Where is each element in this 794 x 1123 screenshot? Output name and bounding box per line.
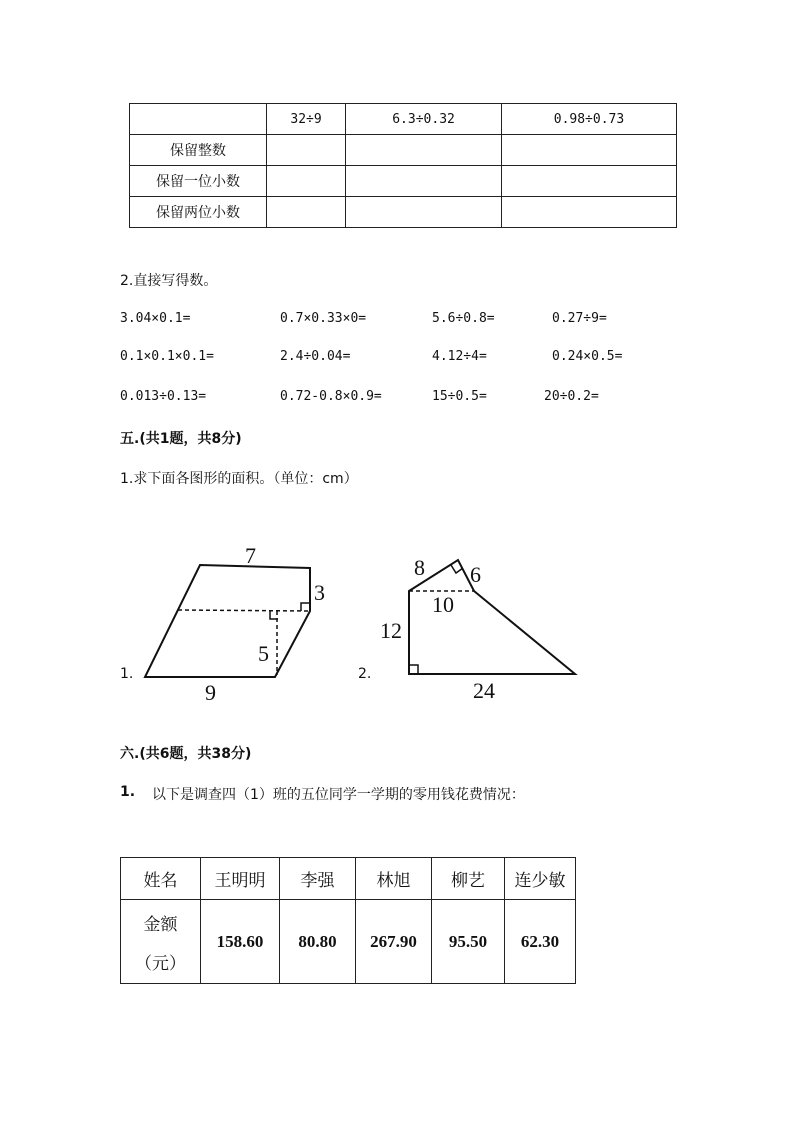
calc-problem: 0.27÷9=	[552, 311, 607, 326]
figure-1-index: 1.	[120, 666, 134, 682]
section-6-question: 以下是调查四（1）班的五位同学一学期的零用钱花费情况：	[152, 787, 525, 803]
student-name: 李强	[280, 858, 356, 900]
answer-cell[interactable]	[501, 197, 676, 228]
student-name: 林旭	[356, 858, 432, 900]
figure-1-diagram	[110, 535, 350, 710]
calc-problem: 4.12÷4=	[432, 349, 487, 364]
col-header: 6.3÷0.32	[346, 104, 502, 135]
answer-cell[interactable]	[346, 197, 502, 228]
section-6-question-number: 1.	[120, 784, 136, 800]
section-6-heading: 六.(共6题，共38分)	[120, 746, 252, 762]
amount-cell: 95.50	[432, 900, 505, 984]
name-header: 姓名	[121, 858, 201, 900]
rounding-table	[129, 103, 677, 228]
q2-title: 2.直接写得数。	[120, 273, 218, 289]
figure-1-outline	[145, 565, 310, 677]
figure-2-b-label: 6	[470, 562, 481, 587]
answer-cell[interactable]	[267, 166, 346, 197]
figure-2-index: 2.	[358, 666, 372, 682]
figure-2-right-angle	[409, 665, 418, 674]
calc-problem: 0.7×0.33×0=	[280, 311, 367, 326]
figure-2-a-label: 8	[414, 555, 425, 580]
answer-cell[interactable]	[501, 166, 676, 197]
col-header: 0.98÷0.73	[501, 104, 676, 135]
amount-cell: 62.30	[505, 900, 576, 984]
row-header: 保留两位小数	[130, 197, 267, 228]
answer-cell[interactable]	[346, 166, 502, 197]
answer-cell[interactable]	[267, 197, 346, 228]
section-5-heading: 五.(共1题，共8分)	[120, 431, 242, 447]
calc-problem: 5.6÷0.8=	[432, 311, 495, 326]
calc-problem: 0.24×0.5=	[552, 349, 623, 364]
figure-2-c-label: 10	[432, 592, 454, 617]
answer-cell[interactable]	[346, 135, 502, 166]
answer-cell[interactable]	[501, 135, 676, 166]
figure-2-left-label: 12	[380, 618, 402, 643]
amount-cell: 80.80	[280, 900, 356, 984]
figure-2-bottom-label: 24	[473, 678, 495, 703]
calc-problem: 0.72-0.8×0.9=	[280, 389, 382, 404]
amount-header	[121, 900, 201, 984]
figure-1-top-label: 7	[245, 543, 256, 568]
section-5-question: 1.求下面各图形的面积。（单位：cm）	[120, 471, 358, 487]
row-header: 保留整数	[130, 135, 267, 166]
figure-1-right-label: 3	[314, 580, 325, 605]
calc-problem: 15÷0.5=	[432, 389, 487, 404]
amount-header-line2: （元）	[135, 953, 186, 974]
calc-problem: 0.1×0.1×0.1=	[120, 349, 214, 364]
corner-cell	[130, 104, 267, 135]
row-header: 保留一位小数	[130, 166, 267, 197]
calc-problem: 0.013÷0.13=	[120, 389, 207, 404]
calc-problem: 20÷0.2=	[544, 389, 599, 404]
student-name: 柳艺	[432, 858, 505, 900]
answer-cell[interactable]	[267, 135, 346, 166]
amount-cell: 158.60	[201, 900, 280, 984]
allowance-table	[120, 857, 576, 984]
student-name: 王明明	[201, 858, 280, 900]
figure-1-height-label: 5	[258, 641, 269, 666]
amount-header-line1: 金额	[143, 914, 178, 935]
figure-1-dashed-base	[178, 610, 310, 611]
calc-problem: 2.4÷0.04=	[280, 349, 351, 364]
col-header: 32÷9	[267, 104, 346, 135]
figure-2-diagram	[380, 550, 590, 685]
amount-cell: 267.90	[356, 900, 432, 984]
figure-1-bottom-label: 9	[205, 680, 216, 705]
student-name: 连少敏	[505, 858, 576, 900]
calc-problem: 3.04×0.1=	[120, 311, 191, 326]
figure-1-right-angle	[301, 603, 310, 611]
